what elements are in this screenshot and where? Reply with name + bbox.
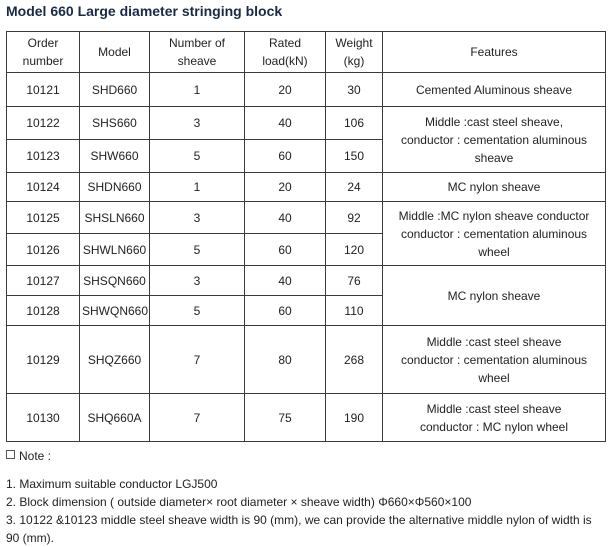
cell-features: [383, 326, 606, 394]
note-item: 2. Block dimension ( outside diameter× root diameter × sheave width) Φ660×Φ560×100: [6, 495, 472, 509]
cell-model: SHQ660A: [80, 394, 150, 442]
cell-model: SHS660: [80, 107, 150, 140]
cell-order: 10129: [7, 326, 80, 394]
notes-section: [6, 447, 606, 547]
cell-sheave: 5: [150, 234, 245, 266]
cell-order: 10124: [7, 173, 80, 202]
cell-model: SHWQN660: [80, 296, 150, 326]
header-model: [80, 32, 150, 73]
cell-model: SHDN660: [80, 173, 150, 202]
cell-sheave: 7: [150, 326, 245, 394]
header-order-number: [7, 32, 80, 73]
cell-features: [383, 202, 606, 266]
cell-load: 60: [245, 140, 326, 173]
cell-sheave: 1: [150, 73, 245, 107]
cell-order: 10122: [7, 107, 80, 140]
cell-model: SHQZ660: [80, 326, 150, 394]
note-item: 1. Maximum suitable conductor LGJ500: [6, 477, 218, 491]
notes-list: [6, 475, 606, 547]
cell-weight: 190: [326, 394, 383, 442]
table-row: [7, 73, 606, 107]
page-title: Model 660 Large diameter stringing block: [6, 3, 283, 19]
cell-order: 10127: [7, 266, 80, 296]
cell-order: 10130: [7, 394, 80, 442]
cell-features: [383, 73, 606, 107]
header-text: number: [22, 54, 64, 68]
cell-weight: 110: [326, 296, 383, 326]
cell-sheave: 1: [150, 173, 245, 202]
cell-sheave: 3: [150, 202, 245, 234]
table-row: [7, 326, 606, 394]
feature-line: wheel: [478, 244, 510, 259]
square-bullet-icon: [6, 450, 15, 459]
cell-features: [383, 266, 606, 326]
cell-weight: 24: [326, 173, 383, 202]
feature-line: conductor : MC nylon wheel: [419, 419, 569, 434]
cell-weight: 120: [326, 234, 383, 266]
cell-load: 75: [245, 394, 326, 442]
table-row: [7, 266, 606, 296]
cell-weight: 150: [326, 140, 383, 173]
header-text: Order: [27, 36, 59, 50]
header-features: [383, 32, 606, 73]
header-text: (kg): [343, 54, 365, 68]
cell-model: SHSLN660: [80, 202, 150, 234]
header-text: load(kN): [262, 54, 308, 68]
cell-model: SHW660: [80, 140, 150, 173]
feature-line: Middle :cast steel sheave,: [424, 114, 564, 129]
header-text: Model: [98, 45, 131, 59]
cell-order: 10125: [7, 202, 80, 234]
cell-model: SHD660: [80, 73, 150, 107]
cell-sheave: 3: [150, 107, 245, 140]
cell-weight: 76: [326, 266, 383, 296]
note-label: Note :: [19, 449, 52, 463]
header-rated-load: [245, 32, 326, 73]
cell-sheave: 5: [150, 140, 245, 173]
header-number-of-sheave: [150, 32, 245, 73]
spec-table: [6, 31, 606, 442]
cell-order: 10126: [7, 234, 80, 266]
cell-model: SHSQN660: [80, 266, 150, 296]
cell-load: 20: [245, 73, 326, 107]
feature-line: conductor : cementation aluminous: [400, 132, 588, 147]
cell-load: 20: [245, 173, 326, 202]
cell-load: 60: [245, 234, 326, 266]
cell-weight: 268: [326, 326, 383, 394]
cell-load: 40: [245, 107, 326, 140]
feature-line: conductor : cementation aluminous: [400, 226, 588, 241]
cell-order: 10123: [7, 140, 80, 173]
cell-sheave: 7: [150, 394, 245, 442]
cell-features: [383, 173, 606, 202]
feature-line: Middle :cast steel sheave: [426, 401, 562, 416]
cell-features: [383, 394, 606, 442]
cell-features: [383, 107, 606, 173]
table-row: [7, 202, 606, 234]
note-item: 3. 10122 &10123 middle steel sheave width is 90 (mm), we can provide the alternative middle nylon of width is 90 (mm).: [6, 513, 592, 545]
cell-order: 10121: [7, 73, 80, 107]
header-text: Number of: [168, 36, 226, 50]
note-heading: [6, 447, 606, 465]
header-text: Rated: [268, 36, 302, 50]
cell-load: 40: [245, 202, 326, 234]
cell-load: 40: [245, 266, 326, 296]
feature-line: sheave: [474, 150, 514, 165]
feature-line: Middle :MC nylon sheave conductor: [398, 208, 590, 223]
cell-load: 60: [245, 296, 326, 326]
table-row: [7, 394, 606, 442]
cell-sheave: 5: [150, 296, 245, 326]
cell-weight: 106: [326, 107, 383, 140]
feature-line: Middle :cast steel sheave: [426, 334, 562, 349]
table-row: [7, 173, 606, 202]
table-row: [7, 107, 606, 140]
cell-sheave: 3: [150, 266, 245, 296]
cell-weight: 30: [326, 73, 383, 107]
feature-line: wheel: [478, 370, 510, 385]
feature-line: MC nylon sheave: [447, 288, 541, 303]
table-header-row: [7, 32, 606, 73]
feature-line: Cemented Aluminous sheave: [415, 82, 573, 97]
cell-order: 10128: [7, 296, 80, 326]
feature-line: MC nylon sheave: [447, 180, 541, 194]
header-text: sheave: [177, 54, 217, 68]
header-text: Weight: [335, 36, 373, 50]
cell-model: SHWLN660: [80, 234, 150, 266]
header-weight: [326, 32, 383, 73]
header-text: Features: [470, 45, 518, 59]
cell-weight: 92: [326, 202, 383, 234]
feature-line: conductor : cementation aluminous: [400, 352, 588, 367]
cell-load: 80: [245, 326, 326, 394]
